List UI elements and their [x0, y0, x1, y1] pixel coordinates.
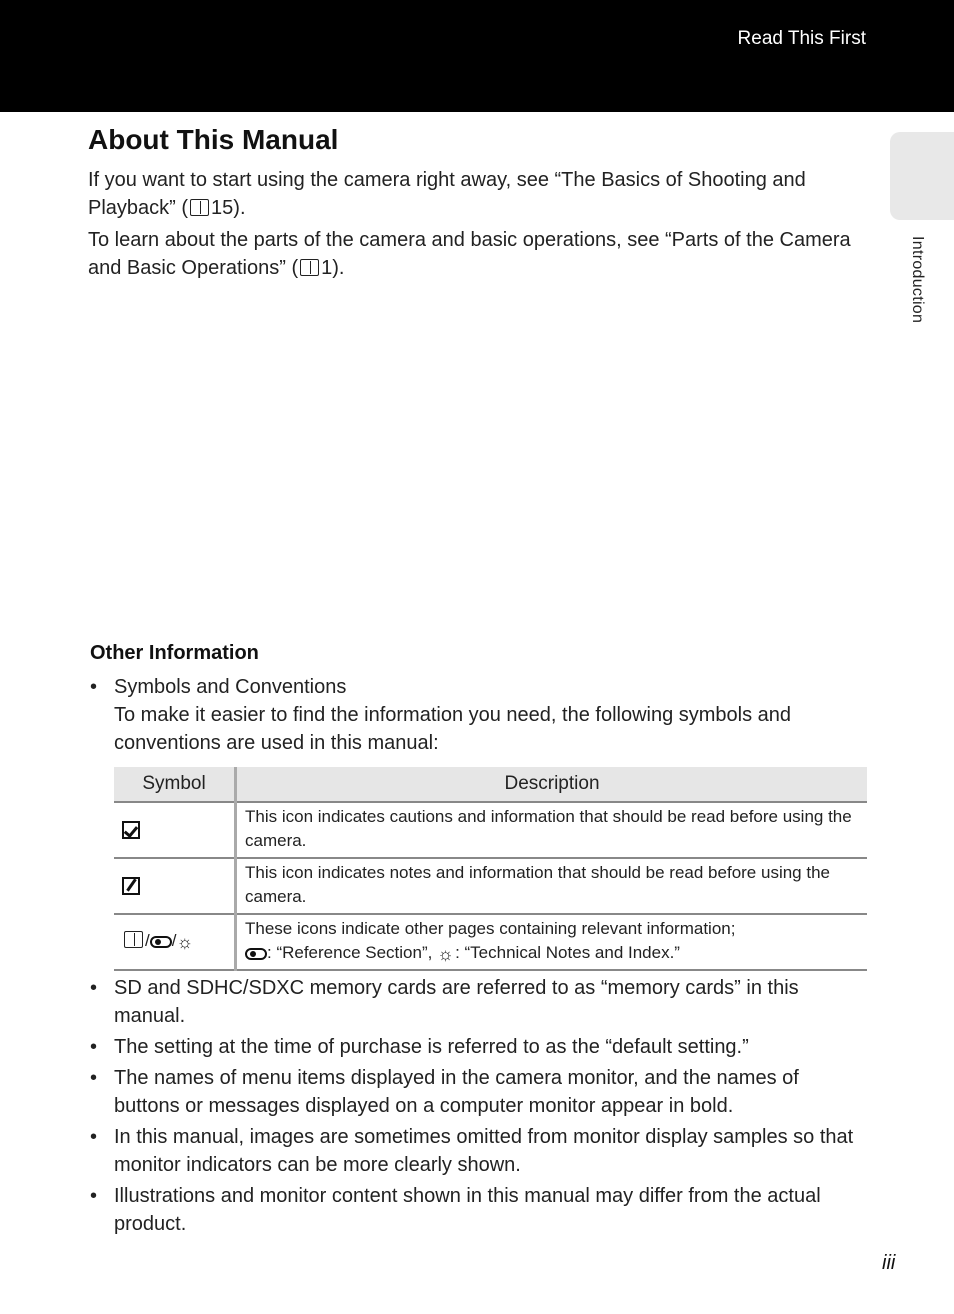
list-item: [90, 673, 862, 757]
table-header-row: [114, 767, 867, 802]
page-title: About This Manual: [88, 124, 339, 155]
description-cell: This icon indicates cautions and information that should be read before using the camera.: [236, 802, 868, 858]
list-item-text: To make it easier to find the information you need, the following symbols and conventions are used in this manual:: [114, 704, 792, 754]
page-reference-icon: [190, 199, 209, 216]
chapter-tab: [890, 132, 954, 220]
reference-section-icon: [150, 936, 172, 948]
description-cell: This icon indicates notes and information that should be read before using the camera.: [236, 858, 868, 914]
caution-icon: [122, 821, 140, 839]
other-information-heading: Other Information: [90, 642, 259, 664]
bullet-icon: •: [90, 1185, 98, 1207]
chapter-label: Introduction: [909, 236, 926, 324]
technical-notes-icon: ☼: [437, 943, 454, 964]
section-title: Read This First: [737, 28, 866, 49]
table-row: [114, 914, 867, 970]
column-header-symbol: Symbol: [114, 767, 236, 802]
bullet-icon: •: [90, 1126, 98, 1148]
table-row: [114, 858, 867, 914]
page-reference-icon: [300, 259, 319, 276]
header-bar: [0, 0, 954, 112]
list-item: • In this manual, images are sometimes omitted from monitor display samples so that monitor indicators can be more clearly shown.: [90, 1123, 862, 1179]
symbol-cell: [114, 858, 236, 914]
list-item: • The setting at the time of purchase is referred to as the “default setting.”: [90, 1033, 862, 1061]
symbol-cell: / /☼: [114, 914, 236, 970]
bullet-icon: •: [90, 1036, 98, 1058]
page-number: iii: [882, 1252, 896, 1274]
intro-paragraph-2: To learn about the parts of the camera and basic operations, see “Parts of the Camera and Basic Operations” ( 1).: [88, 229, 851, 279]
symbol-cell: [114, 802, 236, 858]
symbols-table: [114, 767, 867, 971]
technical-notes-icon: ☼: [176, 931, 193, 952]
column-header-description: Description: [236, 767, 868, 802]
list-item: • SD and SDHC/SDXC memory cards are referred to as “memory cards” in this manual.: [90, 974, 862, 1030]
bullet-icon: •: [90, 676, 98, 698]
note-icon: [122, 877, 140, 895]
table-row: [114, 802, 867, 858]
reference-section-icon: [245, 948, 267, 960]
list-item: • The names of menu items displayed in the camera monitor, and the names of buttons or messages displayed on a computer monitor appear in bold.: [90, 1064, 862, 1120]
description-cell: These icons indicate other pages containing relevant information; : “Reference Section”, ☼: “Technical Notes and Index.”: [236, 914, 868, 970]
intro-paragraph-1: If you want to start using the camera right away, see “The Basics of Shooting and Playback” ( 15).: [88, 169, 806, 219]
bullet-icon: •: [90, 1067, 98, 1089]
list-item-title: Symbols and Conventions: [114, 676, 347, 698]
list-item: • Illustrations and monitor content shown in this manual may differ from the actual product.: [90, 1182, 862, 1238]
page-reference-icon: [124, 931, 143, 948]
bullet-icon: •: [90, 977, 98, 999]
